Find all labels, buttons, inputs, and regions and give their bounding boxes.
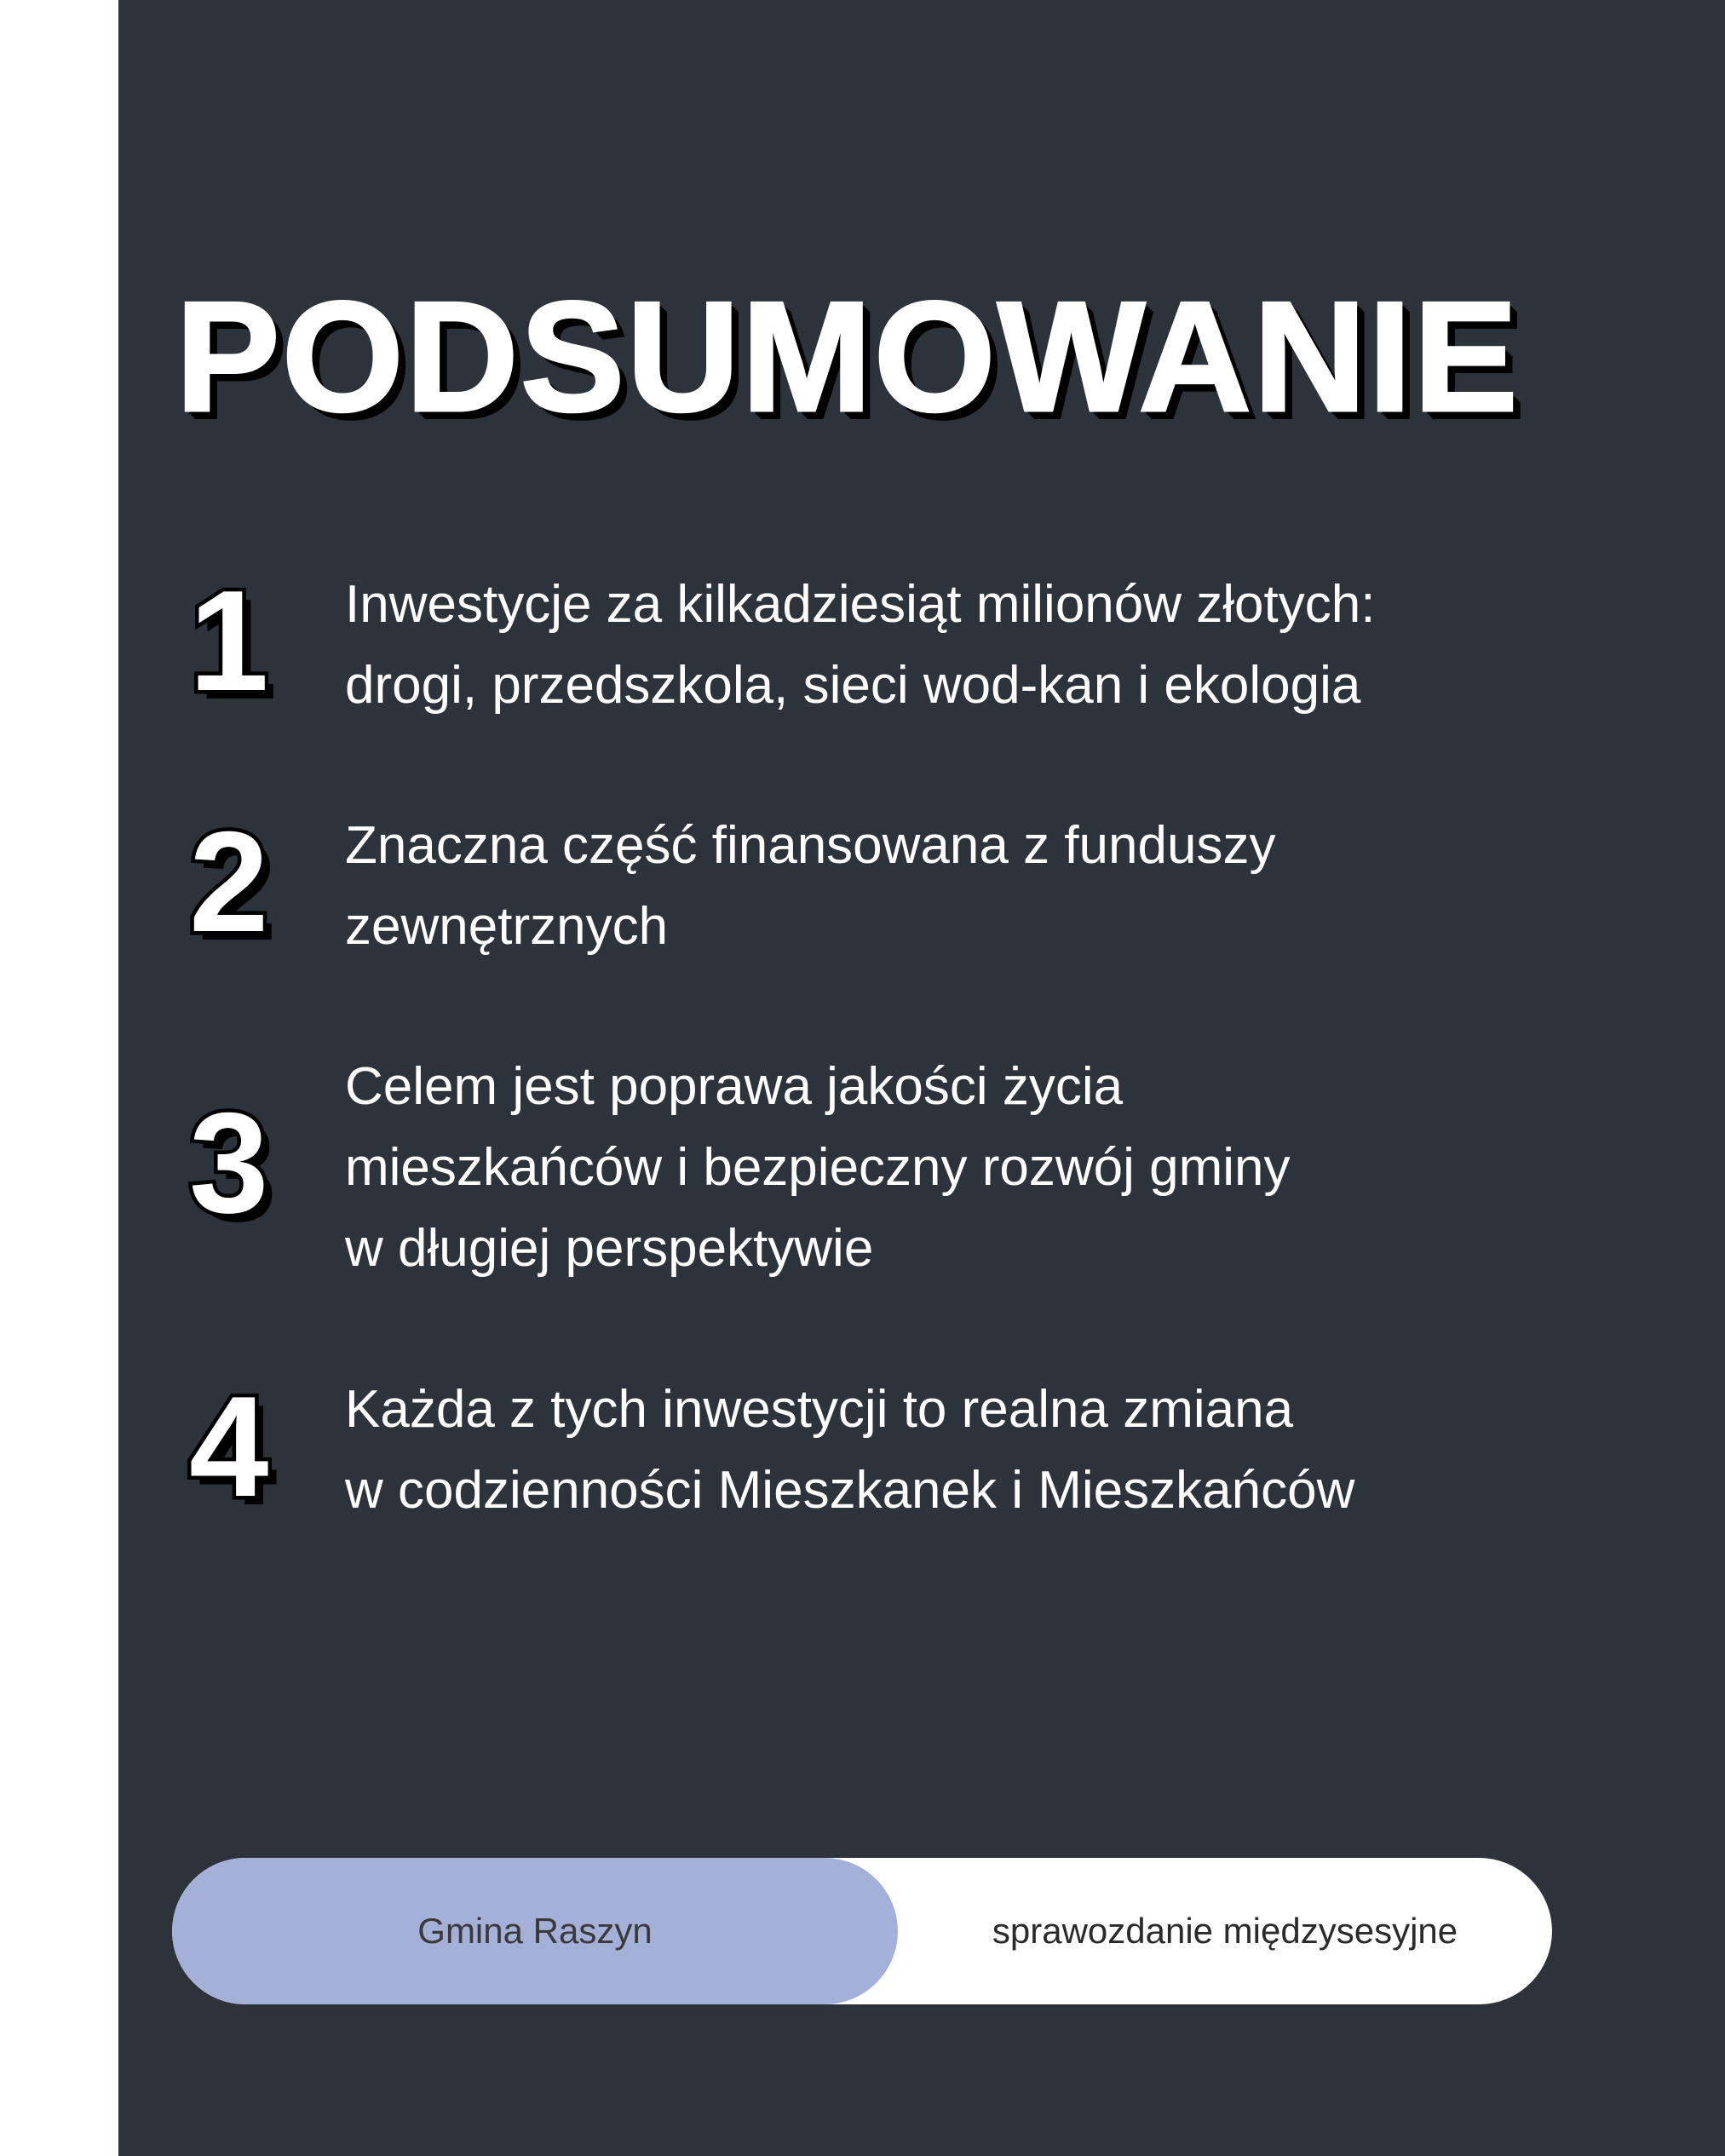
item-text [345,805,1555,967]
item-number: 1 [189,561,269,721]
item-text [345,1046,1555,1289]
item-number: 4 [189,1366,269,1526]
item-number: 3 [189,1083,269,1243]
item-text-line: Znaczna część finansowana z funduszy [345,816,1276,875]
item-text-line: drogi, przedszkola, sieci wod-kan i ekologia [345,656,1361,715]
report-type-label: sprawozdanie międzysesyjne [992,1911,1458,1951]
item-text-line: w codzienności Mieszkanek i Mieszkańców [345,1461,1355,1520]
municipality-label: Gmina Raszyn [172,1858,898,2004]
page-title: PODSUMOWANIE [175,268,1520,444]
footer-pill [172,1858,1552,2004]
item-text-line: mieszkańców i bezpieczny rozwój gminy [345,1138,1291,1197]
item-text-line: zewnętrznych [345,897,669,956]
item-text-line: Inwestycje za kilkadziesiąt milionów złotych: [345,575,1376,634]
item-text-line: Celem jest poprawa jakości życia [345,1057,1124,1116]
item-number: 2 [189,802,269,962]
item-text [345,1369,1555,1531]
item-text [345,564,1555,726]
item-text-line: Każda z tych inwestycji to realna zmiana [345,1380,1294,1439]
item-text-line: w długiej perspektywie [345,1219,874,1278]
